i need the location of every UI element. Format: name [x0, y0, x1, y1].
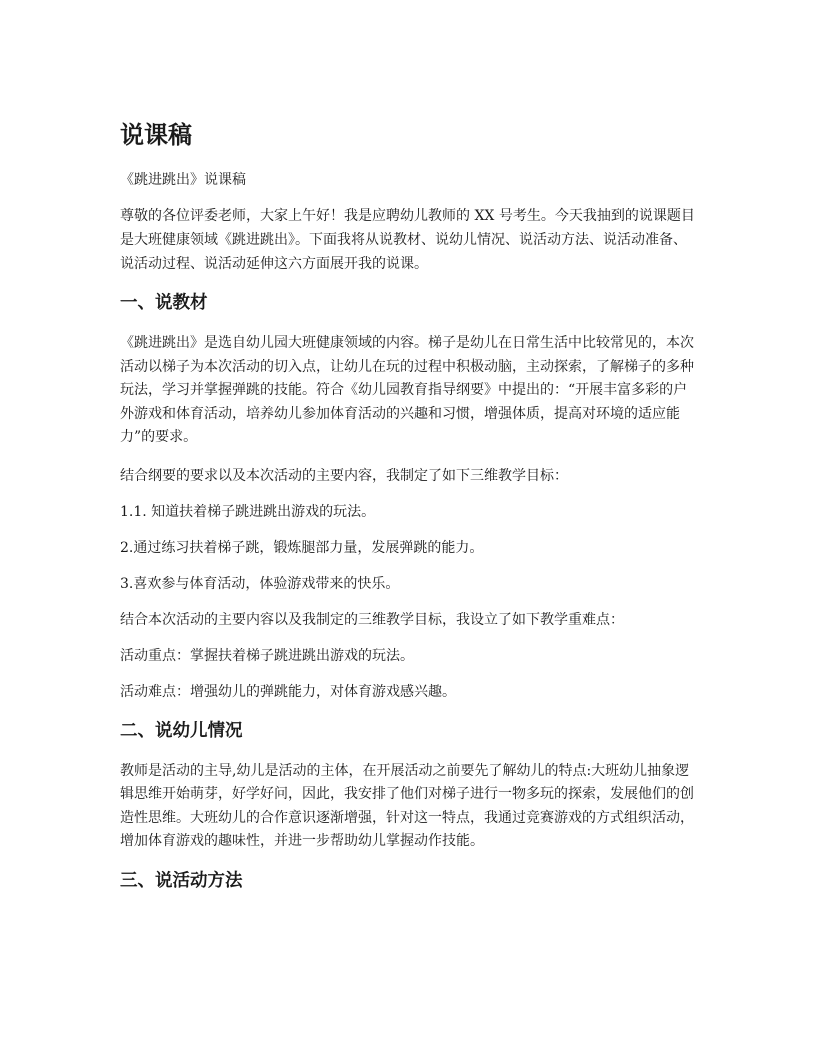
- key-points-intro: 结合本次活动的主要内容以及我制定的三维教学目标，我设立了如下教学重难点：: [120, 611, 624, 628]
- section-heading-children: 二、说幼儿情况: [120, 720, 243, 741]
- difficult-point: 活动难点：增强幼儿的弹跳能力，对体育游戏感兴趣。: [120, 683, 456, 700]
- goal-item-2: 2.通过练习扶着梯子跳，锻炼腿部力量，发展弹跳的能力。: [120, 539, 484, 556]
- document-title: 说课稿: [120, 121, 192, 149]
- children-paragraph: 教师是活动的主导,幼儿是活动的主体，在开展活动之前要先了解幼儿的特点:大班幼儿抽象逻辑思维开始萌芽，好学好问，因此，我安排了他们对梯子进行一物多玩的探索，发展他们的创造性思维。大班幼儿的合作意识逐渐增强，针对这一特点，我通过竞赛游戏的方式组织活动，增加体育游戏的趣味性，并进一步帮助幼儿掌握动作技能。: [120, 762, 694, 849]
- intro-paragraph: 尊敬的各位评委老师，大家上午好！我是应聘幼儿教师的 XX 号考生。今天我抽到的说课题目是大班健康领域《跳进跳出》。下面我将从说教材、说幼儿情况、说活动方法、说活动准备、说活动过程、说活动延伸这六方面展开我的说课。: [120, 208, 695, 272]
- goal-item-1: 1.1. 知道扶着梯子跳进跳出游戏的玩法。: [120, 503, 376, 520]
- goal-item-3: 3.喜欢参与体育活动，体验游戏带来的快乐。: [120, 575, 400, 592]
- section-heading-methods: 三、说活动方法: [120, 870, 243, 891]
- section-heading-textbook: 一、说教材: [120, 293, 208, 313]
- goals-intro-paragraph: 结合纲要的要求以及本次活动的主要内容，我制定了如下三维教学目标：: [120, 467, 568, 484]
- document-subtitle: 《跳进跳出》说课稿: [120, 172, 246, 188]
- key-point: 活动重点：掌握扶着梯子跳进跳出游戏的玩法。: [120, 647, 414, 664]
- document-page: [120, 118, 700, 910]
- textbook-paragraph: 《跳进跳出》是选自幼儿园大班健康领域的内容。梯子是幼儿在日常生活中比较常见的，本次活动以梯子为本次活动的切入点，让幼儿在玩的过程中积极动脑，主动探索，了解梯子的多种玩法，学习并掌握弹跳的技能。符合《幼儿园教育指导纲要》中提出的：“开展丰富多彩的户外游戏和体育活动，培养幼儿参加体育活动的兴趣和习惯，增强体质，提高对环境的适应能力”的要求。: [120, 335, 694, 445]
